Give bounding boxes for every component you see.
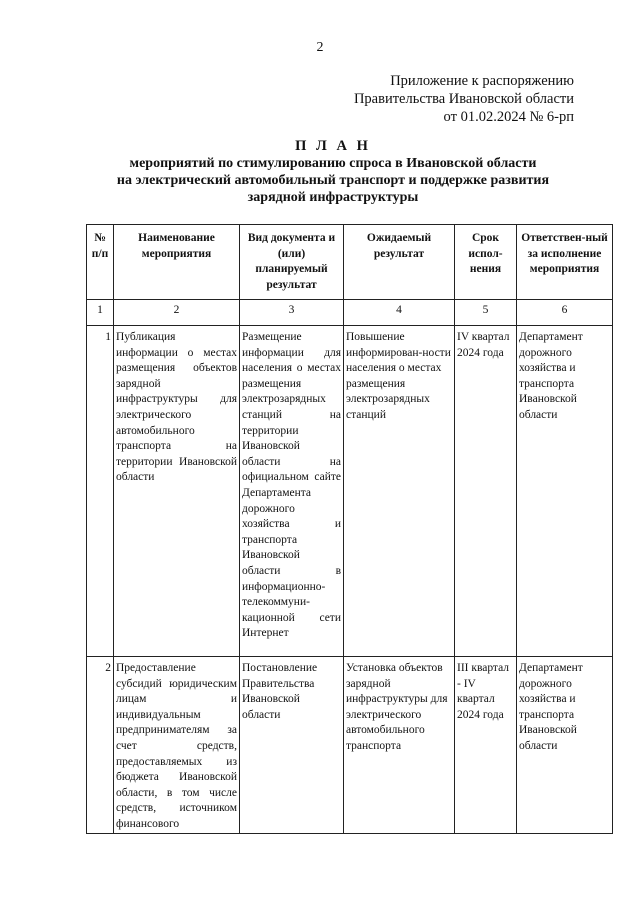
row-responsible: Департамент дорожного хозяйства и транспорта Ивановской области bbox=[517, 657, 613, 834]
appendix-line-3: от 01.02.2024 № 6-рп bbox=[443, 109, 574, 125]
row-deadline: IV квартал 2024 года bbox=[455, 326, 517, 657]
header-expected: Ожидаемый результат bbox=[344, 225, 455, 300]
row-name: Публикация информации о местах размещения объектов зарядной инфраструктуры для электрического автомобильного транспорта на территории Ивановской области bbox=[114, 326, 240, 657]
row-document: Постановление Правительства Ивановской области bbox=[240, 657, 344, 834]
column-number: 3 bbox=[240, 300, 344, 326]
row-document: Размещение информации для населения о местах размещения электрозарядных станций на территории Ивановской области на официальном сайте Департамента дорожного хозяйства и транспорта Ивановской области в информационно-телекоммуни-кационной сети Интернет bbox=[240, 326, 344, 657]
row-responsible: Департамент дорожного хозяйства и транспорта Ивановской области bbox=[517, 326, 613, 657]
header-num: № п/п bbox=[87, 225, 114, 300]
plan-subtitle-line-2: на электрический автомобильный транспорт и поддержке развития bbox=[116, 173, 550, 188]
appendix-header bbox=[354, 72, 574, 126]
column-number: 4 bbox=[344, 300, 455, 326]
row-deadline: III квартал - IV квартал 2024 года bbox=[455, 657, 517, 834]
column-numbers-row bbox=[87, 300, 613, 326]
plan-subtitle-line-3: зарядной инфраструктуры bbox=[247, 190, 419, 205]
table-row bbox=[87, 657, 613, 834]
plan-subtitle-line-1: мероприятий по стимулированию спроса в Ивановской области bbox=[129, 156, 537, 171]
column-number: 2 bbox=[114, 300, 240, 326]
header-name: Наименование мероприятия bbox=[114, 225, 240, 300]
page-number: 2 bbox=[316, 40, 324, 55]
appendix-line-1: Приложение к распоряжению bbox=[390, 73, 574, 89]
row-expected: Установка объектов зарядной инфраструктуры для электрического автомобильного транспорта bbox=[344, 657, 455, 834]
column-number: 5 bbox=[455, 300, 517, 326]
row-num: 2 bbox=[87, 657, 114, 834]
plan-table bbox=[86, 224, 613, 834]
column-number: 6 bbox=[517, 300, 613, 326]
row-num: 1 bbox=[87, 326, 114, 657]
header-deadline: Срок испол-нения bbox=[455, 225, 517, 300]
table-header-row bbox=[87, 225, 613, 300]
row-name: Предоставление субсидий юридическим лицам и индивидуальным предпринимателям за счет средств, предоставляемых из бюджета Ивановской области, в том числе средств, источником финансового bbox=[114, 657, 240, 834]
row-expected: Повышение информирован-ности населения о местах размещения электрозарядных станций bbox=[344, 326, 455, 657]
appendix-line-2: Правительства Ивановской области bbox=[353, 91, 574, 107]
header-responsible: Ответствен-ный за исполнение мероприятия bbox=[517, 225, 613, 300]
plan-subtitle bbox=[0, 155, 640, 206]
header-document: Вид документа и (или) планируемый результат bbox=[240, 225, 344, 300]
table-row bbox=[87, 326, 613, 657]
plan-title: П Л А Н bbox=[295, 138, 371, 154]
column-number: 1 bbox=[87, 300, 114, 326]
